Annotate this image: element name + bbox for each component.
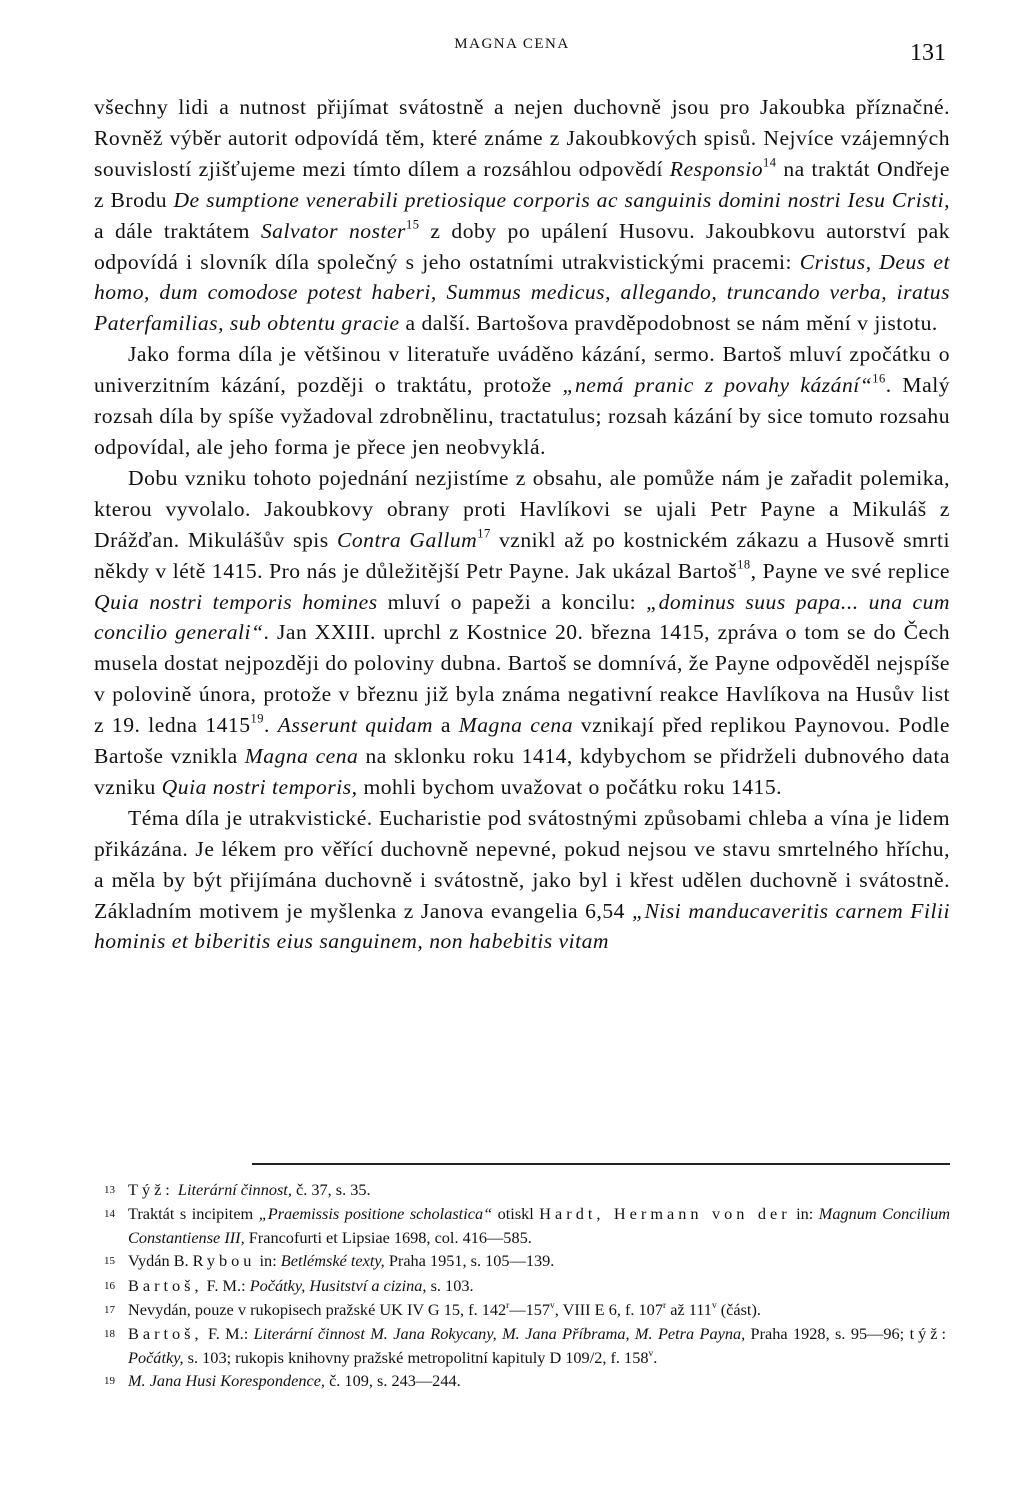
footnote-separator: [252, 1163, 950, 1165]
italic-run: „Nisi manducaveritis carnem Filii hominis et biberitis eius sanguinem, non habebitis vitam: [94, 898, 950, 954]
footnote-number: 17: [104, 1304, 115, 1317]
text-run: otiskl: [492, 1204, 540, 1224]
footnote-14: [94, 1202, 950, 1249]
text-run: in:: [790, 1204, 819, 1224]
text-run: F. M.:: [202, 1324, 254, 1344]
running-title: MAGNA CENA: [454, 36, 570, 52]
footnote-15: [94, 1249, 950, 1273]
footnote-number: 19: [104, 1375, 115, 1388]
italic-run: Responsio: [669, 156, 764, 181]
note-reference: 16: [872, 371, 886, 386]
note-reference: r: [506, 1300, 510, 1311]
text-run: a: [432, 713, 459, 738]
italic-run: „Praemissis positione scholastica“: [258, 1204, 493, 1224]
body-text: [94, 92, 950, 957]
text-run: Týž:: [128, 1180, 174, 1199]
text-run: na traktát Ondřeje z Brodu: [94, 156, 950, 212]
paragraph-4: [94, 803, 950, 958]
paragraph-3: [94, 463, 950, 803]
italic-run: „dominus suus papa... una cum concilio generali“: [94, 589, 951, 645]
footnote-13: [94, 1178, 950, 1202]
footnote-text: [128, 1369, 950, 1392]
italic-run: Literární činnost M. Jana Rokycany, M. Jana Příbrama, M. Petra Payna,: [253, 1324, 746, 1344]
italic-run: Magnum Concilium Constantiense III,: [128, 1204, 950, 1247]
text-run: mluví o papeži a koncilu:: [377, 589, 647, 614]
page-number: 131: [910, 40, 946, 66]
text-run: z doby po upálení Husovu. Jakoubkovu autorství pak odpovídá i slovník díla společný s jeho ostatními utrakvistickými pracemi:: [94, 218, 951, 274]
text-run: a další. Bartošova pravděpodobnost se nám mění v jistotu.: [399, 311, 938, 336]
italic-run: Salvator noster: [260, 218, 406, 243]
footnote-19: [94, 1369, 950, 1393]
text-run: Hardt, Hermann von der: [539, 1204, 791, 1224]
text-run: Bartoš,: [128, 1275, 203, 1295]
italic-run: De sumptione venerabili pretiosique corporis ac sanguinis domini nostri Iesu Cristi,: [173, 187, 950, 212]
text-run: Praha 1928, s. 95—96;: [745, 1324, 910, 1344]
footnote-number: 13: [104, 1184, 115, 1196]
footnote-text: [128, 1202, 950, 1249]
footnote-text: [128, 1322, 950, 1369]
italic-run: Magna cena: [244, 744, 359, 769]
text-run: č. 109, s. 243—244.: [325, 1371, 461, 1391]
text-run: . Jan XXIII. uprchl z Kostnice 20. března 1415, zpráva o tom se do Čech musela dostat nejpozději do poloviny dubna. Bartoš se domnívá, že Payne odpověděl nejspíše v polovině února, protože v březnu již byla známa negativní reakce Havlíkova na Husův list z 19. ledna 1415: [94, 620, 950, 738]
text-run: vznikají před replikou Paynovou. Podle Bartoše vznikla: [94, 713, 951, 769]
footnote-number: 14: [104, 1208, 115, 1221]
text-run: s. 103; rukopis knihovny pražské metropolitní kapituly D 109/2, f. 158: [183, 1347, 649, 1367]
text-run: in:: [255, 1251, 281, 1271]
text-run: týž:: [909, 1324, 950, 1344]
text-run: Jako forma díla je většinou v literatuře uváděno kázání, sermo. Bartoš mluví zpočátku o univerzitním kázání, později o traktátu, protože: [94, 342, 950, 398]
paragraph-2: [94, 339, 950, 463]
italic-run: Quia nostri temporis homines: [94, 589, 378, 614]
italic-run: „nemá pranic z povahy kázání“: [562, 373, 873, 398]
footnote-text: [128, 1249, 950, 1272]
text-run: č. 37, s. 35.: [291, 1180, 371, 1199]
note-reference: 17: [477, 526, 491, 541]
note-reference: 19: [250, 711, 265, 726]
text-run: . Malý rozsah díla by spíše vyžadoval zdrobnělinu, tractatulus; rozsah kázání by sice tomuto rozsahu odpovídal, ale jeho forma je přece jen neobvyklá.: [94, 373, 950, 459]
text-run: Traktát s incipitem: [128, 1204, 259, 1224]
italic-run: Quia nostri temporis,: [161, 774, 358, 799]
footnotes: [94, 1178, 950, 1394]
footnote-number: 15: [104, 1255, 115, 1268]
note-reference: v: [711, 1300, 717, 1311]
text-run: na sklonku roku 1414, kdybychom se přidrželi dubnového data vzniku: [94, 744, 950, 799]
footnote-16: [94, 1274, 950, 1298]
text-run: až 111: [666, 1300, 712, 1320]
footnote-text: [128, 1298, 950, 1321]
footnote-18: [94, 1322, 950, 1369]
note-reference: 14: [763, 155, 777, 170]
text-run: F. M.:: [202, 1275, 250, 1295]
text-run: všechny lidi a nutnost přijímat svátostně a nejen duchovně jsou pro Jakoubka příznačné. Rovněž výběr autorit odpovídá těm, které známe z Jakoubkových spisů. Nejvíce vzájemných souvislostí zjišťujeme mezi tímto dílem a rozsáhlou odpovědí: [94, 95, 950, 181]
text-run: —157: [509, 1300, 551, 1320]
italic-run: Contra Gallum: [336, 527, 478, 552]
footnote-number: 18: [104, 1328, 115, 1341]
italic-run: Literární činnost,: [177, 1180, 292, 1199]
italic-run: Asserunt quidam: [277, 713, 433, 738]
footnote-text: [128, 1274, 950, 1297]
footnote-17: [94, 1298, 950, 1322]
text-run: Bartoš,: [128, 1324, 203, 1344]
italic-run: Počátky, Husitství a cizina,: [249, 1275, 427, 1295]
paragraph-1: [94, 92, 950, 339]
text-run: .: [653, 1347, 658, 1367]
note-reference: 18: [737, 557, 751, 572]
italic-run: Cristus, Deus et homo, dum comodose potest haberi, Summus medicus, allegando, truncando verba, iratus Paterfamilias, sub obtentu gracie: [94, 249, 950, 336]
italic-run: Magna cena: [458, 713, 574, 738]
text-run: Francofurti et Lipsiae 1698, col. 416—585.: [244, 1227, 532, 1247]
text-run: mohli bychom uvažovat o počátku roku 1415.: [357, 774, 783, 799]
text-run: , Payne ve své replice: [750, 558, 950, 583]
note-reference: v: [550, 1300, 555, 1311]
note-reference: r: [662, 1300, 667, 1311]
text-run: a dále traktátem: [94, 218, 261, 243]
text-run: s. 103.: [426, 1275, 474, 1295]
note-reference: v: [648, 1348, 654, 1359]
text-run: Téma díla je utrakvistické. Eucharistie pod svátostnými způsobami chleba a vína je lidem přikázána. Je lékem pro věřící duchovně nepevné, pokud nejsou ve stavu smrtelného hříchu, a měla by být přijímána duchovně i svátostně, jako byl i křest udělen duchovně i svátostně. Základním motivem je myšlenka z Janova evangelia 6,54: [94, 805, 950, 923]
text-run: Nevydán, pouze v rukopisech pražské UK IV G 15, f. 142: [128, 1300, 507, 1320]
text-run: , VIII E 6, f. 107: [554, 1300, 663, 1320]
text-run: Vydán B.: [128, 1251, 193, 1271]
text-run: Praha 1951, s. 105—139.: [384, 1251, 555, 1271]
text-run: Rybou: [192, 1251, 256, 1271]
note-reference: 15: [405, 217, 420, 232]
text-run: vznikl až po kostnickém zákazu a Husově smrti někdy v létě 1415. Pro nás je důležitější Petr Payne. Jak ukázal Bartoš: [94, 527, 950, 583]
footnote-number: 16: [104, 1279, 115, 1292]
italic-run: M. Jana Husi Korespondence,: [128, 1371, 325, 1391]
italic-run: Počátky,: [128, 1347, 184, 1367]
footnote-text: [128, 1178, 950, 1201]
italic-run: Betlémské texty,: [280, 1251, 385, 1271]
text-run: (část).: [716, 1300, 761, 1320]
text-run: Dobu vzniku tohoto pojednání nezjistíme z obsahu, ale pomůže nám je zařadit polemika, kterou vyvolalo. Jakoubkovy obrany proti Havlíkovi se ujali Petr Payne a Mikuláš z Drážďan. Mikulášův spis: [94, 465, 950, 552]
text-run: .: [264, 713, 278, 738]
